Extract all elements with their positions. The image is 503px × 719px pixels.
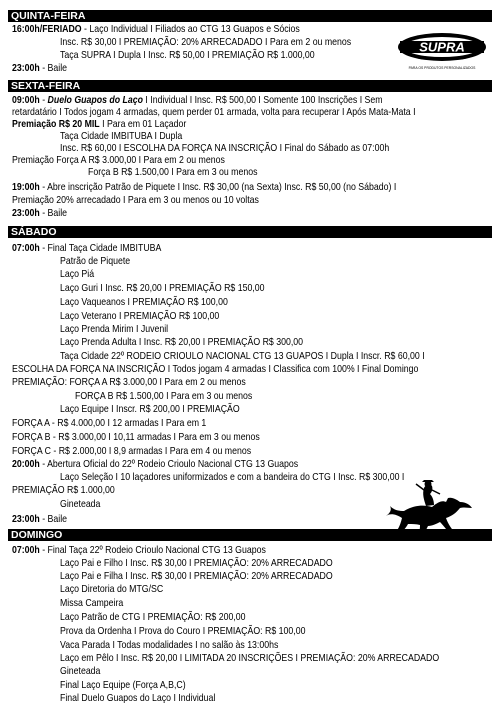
sexta-time-10: 23:00h	[12, 208, 40, 219]
sabado-line-7: Laço Prenda Mirim I Juvenil	[60, 324, 169, 335]
sexta-line-6: Premiação Força A R$ 3.000,00 I Para em 2 ou menos	[12, 155, 225, 166]
sexta-line-5: Insc. R$ 60,00 I ESCOLHA DA FORÇA NA INSCRIÇÃO I Final do Sábado as 07:00h	[60, 143, 390, 154]
sabado-time-1: 07:00h	[12, 243, 40, 254]
sexta-title-duelo: Duelo Guapos do Laço	[47, 95, 143, 106]
sexta-time-1: 09:00h	[12, 95, 40, 106]
supra-logo	[396, 32, 488, 72]
quinta-line-3: Taça SUPRA I Dupla I Insc. R$ 50,00 I PREMIAÇÃO R$ 1.000,00	[60, 50, 315, 61]
sabado-line-21	[12, 514, 67, 526]
sexta-time-8: 19:00h	[12, 182, 40, 193]
domingo-line-6: Laço Patrão de CTG I PREMIAÇÃO: R$ 200,00	[60, 612, 246, 623]
domingo-line-4: Laço Diretoria do MTG/SC	[60, 584, 164, 595]
sexta-premiacao-bold: Premiação R$ 20 MIL	[12, 119, 100, 130]
sabado-line-17	[12, 459, 298, 471]
quinta-line-1	[12, 24, 300, 36]
quinta-line-2: Insc. R$ 30,00 I PREMIAÇÃO: 20% ARRECADADO I Para em 2 ou menos	[60, 37, 352, 48]
domingo-line-3: Laço Pai e Filha I Insc. R$ 30,00 I PREMIAÇÃO: 20% ARRECADADO	[60, 571, 333, 582]
sabado-line-8: Laço Prenda Adulta I Insc. R$ 20,00 I PREMIAÇÃO R$ 300,00	[60, 337, 304, 348]
quinta-time-1: 16:00h/FERIADO	[12, 24, 82, 35]
sabado-line-6: Laço Veterano I PREMIAÇÃO R$ 100,00	[60, 311, 220, 322]
sabado-line-20: Gineteada	[60, 499, 101, 510]
sabado-line-15: FORÇA B - R$ 3.000,00 I 10,11 armadas I Para em 3 ou menos	[12, 432, 260, 443]
sexta-sep-1: -	[39, 95, 48, 106]
sabado-line-10: ESCOLHA DA FORÇA NA INSCRIÇÃO I Todos jogam 4 armadas I Classifica com 100% I Final Domingo	[12, 364, 419, 375]
sexta-line-8	[12, 182, 396, 194]
sabado-line-9: Taça Cidade 22º RODEIO CRIOULO NACIONAL CTG 13 GUAPOS I Dupla I Inscr. R$ 60,00 I	[60, 351, 425, 362]
domingo-line-2: Laço Pai e Filho I Insc. R$ 30,00 I PREMIAÇÃO: 20% ARRECADADO	[60, 558, 333, 569]
sexta-line-3	[12, 119, 186, 131]
sabado-line-14: FORÇA A - R$ 4.000,00 I 12 armadas I Para em 1	[12, 418, 207, 429]
quinta-line-4	[12, 63, 67, 75]
sabado-line-16: FORÇA C - R$ 2.000,00 I 8,9 armadas I Para em 4 ou menos	[12, 446, 252, 457]
sexta-line-9: Premiação 20% arrecadado I Para em 3 ou menos ou 10 voltas	[12, 195, 259, 206]
sabado-line-19: PREMIAÇÃO R$ 1.000,00	[12, 485, 115, 496]
sabado-text-21: - Baile	[39, 514, 68, 525]
domingo-line-1	[12, 545, 266, 557]
sabado-time-17: 20:00h	[12, 459, 40, 470]
sabado-line-4: Laço Guri I Insc. R$ 20,00 I PREMIAÇÃO R$ 150,00	[60, 283, 265, 294]
sexta-line-2: retardatário I Todos jogam 4 armadas, quem perder 01 armada, volta para recuperar I Após Mata-Mata I	[12, 107, 416, 118]
sexta-text-8: - Abre inscrição Patrão de Piquete I Insc. R$ 30,00 (na Sexta) Insc. R$ 50,00 (no Sábado) I	[39, 182, 397, 193]
sexta-line-7: Força B R$ 1.500,00 I Para em 3 ou menos	[88, 167, 258, 178]
supra-logo-tagline: PARA OS PRODUTOS PERSONALIZADOS	[408, 66, 476, 70]
sabado-line-11: PREMIAÇÃO: FORÇA A R$ 3.000,00 I Para em 2 ou menos	[12, 377, 246, 388]
section-header-quinta: QUINTA-FEIRA	[8, 10, 492, 22]
quinta-text-1: - Laço Individual I Filiados ao CTG 13 Guapos e Sócios	[81, 24, 300, 35]
domingo-line-12: Final Duelo Guapos do Laço I Individual	[60, 693, 216, 704]
sabado-line-1	[12, 243, 161, 255]
sabado-line-18: Laço Seleção I 10 laçadores uniformizados e com a bandeira do CTG I Insc. R$ 300,00 I	[60, 472, 405, 483]
domingo-line-7: Prova da Ordenha I Prova do Couro I PREMIAÇÃO: R$ 100,00	[60, 626, 306, 637]
domingo-text-1: - Final Taça 22º Rodeio Crioulo Nacional CTG 13 Guapos	[39, 545, 266, 556]
sexta-text-1: I Individual I Insc. R$ 500,00 I Somente 100 Inscrições I Sem	[142, 95, 383, 106]
sabado-line-2: Patrão de Piquete	[60, 256, 131, 267]
domingo-line-8: Vaca Parada I Todas modalidades I no salão às 13:00hs	[60, 640, 279, 651]
quinta-text-4: - Baile	[39, 63, 68, 74]
sexta-line-10	[12, 208, 67, 220]
domingo-line-5: Missa Campeira	[60, 598, 124, 609]
domingo-line-10: Gineteada	[60, 666, 101, 677]
sexta-line-4: Taça Cidade IMBITUBA I Dupla	[60, 131, 183, 142]
sabado-text-17: - Abertura Oficial do 22º Rodeio Crioulo Nacional CTG 13 Guapos	[39, 459, 299, 470]
supra-logo-name: SUPRA	[419, 39, 465, 55]
sabado-line-12: FORÇA B R$ 1.500,00 I Para em 3 ou menos	[75, 391, 253, 402]
sabado-text-1: - Final Taça Cidade IMBITUBA	[39, 243, 162, 254]
sexta-text-3: I Para em 01 Laçador	[99, 119, 187, 130]
section-header-domingo: DOMINGO	[8, 529, 492, 541]
section-header-sabado: SÁBADO	[8, 226, 492, 238]
sabado-line-3: Laço Piá	[60, 269, 95, 280]
quinta-time-4: 23:00h	[12, 63, 40, 74]
domingo-time-1: 07:00h	[12, 545, 40, 556]
sabado-line-5: Laço Vaqueanos I PREMIAÇÃO R$ 100,00	[60, 297, 228, 308]
sexta-text-10: - Baile	[39, 208, 68, 219]
sabado-line-13: Laço Equipe I Inscr. R$ 200,00 I PREMIAÇÃO	[60, 404, 240, 415]
section-header-sexta: SEXTA-FEIRA	[8, 80, 492, 92]
sabado-time-21: 23:00h	[12, 514, 40, 525]
sexta-line-1	[12, 95, 383, 107]
domingo-line-9: Laço em Pêlo I Insc. R$ 20,00 I LIMITADA 20 INSCRIÇÕES I PREMIAÇÃO: 20% ARRECADADO	[60, 653, 440, 664]
domingo-line-11: Final Laço Equipe (Força A,B,C)	[60, 680, 186, 691]
